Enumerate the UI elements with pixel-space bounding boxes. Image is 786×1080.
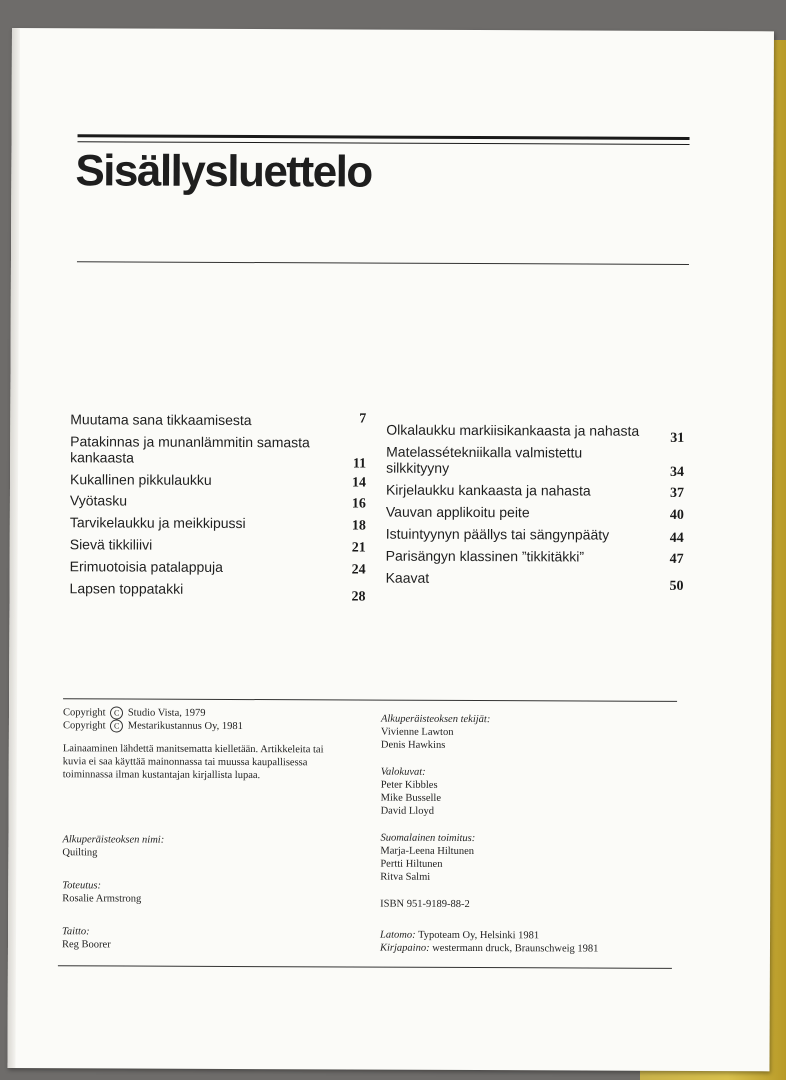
editor-name: Ritva Salmi bbox=[380, 871, 431, 883]
toc-entry-page: 18 bbox=[351, 518, 366, 534]
copyright-symbol: C bbox=[110, 720, 123, 733]
toc-entry-title: Istuintyynyn päällys tai sängynpääty bbox=[385, 525, 610, 543]
toc-entry-title: Patakinnas ja munanlämmitin samasta kankaasta bbox=[70, 433, 310, 466]
production-block bbox=[62, 879, 352, 906]
printing-block bbox=[380, 929, 680, 956]
book-page bbox=[7, 28, 774, 1071]
copyright-notice: Lainaaminen lähdettä manitsematta kielletään. Artikkeleita tai kuvia ei saa käyttää mainonnassa tai muussa kaupallisessa toiminnassa ilman kustantajan kirjallista lupaa. bbox=[62, 743, 324, 782]
toc-entry bbox=[69, 471, 367, 491]
copyright-holder: Mestarikustannus Oy, 1981 bbox=[127, 720, 243, 733]
copyright-line bbox=[63, 719, 353, 733]
toc-left-column bbox=[69, 411, 367, 605]
toc-entry bbox=[69, 492, 366, 512]
copyright-label: Copyright bbox=[62, 707, 106, 719]
toc-entry-page: 40 bbox=[669, 507, 684, 523]
toc-entry bbox=[386, 482, 684, 499]
authors-block bbox=[381, 713, 681, 753]
toc-entry-title: Sievä tikkiliivi bbox=[69, 536, 153, 553]
toc-entry-title: Kirjelaukku kankaasta ja nahasta bbox=[385, 481, 591, 499]
photos-block bbox=[381, 766, 681, 819]
toc-entry bbox=[69, 580, 366, 605]
photographer-name: David Lloyd bbox=[380, 805, 434, 817]
toc-entry bbox=[69, 558, 366, 578]
page-binding bbox=[7, 28, 20, 1068]
title-rule-thin bbox=[78, 141, 690, 145]
title-rule-thick bbox=[78, 134, 690, 140]
toc-entry bbox=[385, 525, 684, 546]
layout-credit-block bbox=[62, 925, 352, 952]
photos-label: Valokuvat: bbox=[380, 766, 426, 778]
copyright-symbol: C bbox=[110, 707, 123, 720]
isbn: ISBN 951-9189-88-2 bbox=[380, 898, 470, 911]
toc-entry-page: 47 bbox=[669, 551, 684, 567]
typesetting-line bbox=[380, 929, 680, 943]
editing-block bbox=[380, 832, 680, 885]
toc-entry bbox=[70, 433, 367, 472]
author-name: Denis Hawkins bbox=[380, 739, 446, 751]
printing-label: Kirjapaino: bbox=[379, 942, 430, 954]
typesetting-value: Typoteam Oy, Helsinki 1981 bbox=[418, 929, 540, 942]
toc-entry-title: Kaavat bbox=[385, 569, 430, 586]
toc-entry-title: Parisängyn klassinen ”tikkitäkki” bbox=[385, 547, 585, 565]
imprint-top-rule bbox=[63, 698, 677, 702]
page-title: Sisällysluettelo bbox=[75, 146, 372, 197]
toc-entry-page: 34 bbox=[670, 464, 685, 480]
imprint-right-column bbox=[380, 713, 681, 968]
toc-entry bbox=[70, 411, 366, 428]
layout-credit-label: Taitto: bbox=[62, 926, 90, 938]
toc-entry-page: 24 bbox=[351, 562, 366, 578]
production-label: Toteutus: bbox=[62, 880, 101, 892]
toc-entry-page: 14 bbox=[351, 475, 367, 491]
copyright-label: Copyright bbox=[62, 720, 106, 732]
toc-entry-title: Erimuotoisia patalappuja bbox=[69, 558, 224, 575]
toc-entry bbox=[385, 569, 684, 594]
toc-entry-title: Tarvikelaukku ja meikkipussi bbox=[69, 514, 246, 532]
toc-entry-page: 31 bbox=[670, 430, 685, 446]
toc-entry-title: Muutama sana tikkaamisesta bbox=[70, 411, 252, 429]
toc-entry bbox=[386, 504, 684, 521]
toc-entry-title: Matelassétekniikalla valmistettu silkkityyny bbox=[386, 443, 583, 476]
printing-line bbox=[380, 942, 680, 956]
toc-entry-page: 7 bbox=[359, 411, 367, 427]
toc-entry bbox=[69, 514, 366, 534]
photographer-name: Peter Kibbles bbox=[380, 779, 438, 791]
editor-name: Pertti Hiltunen bbox=[380, 858, 443, 870]
editing-label: Suomalainen toimitus: bbox=[380, 832, 476, 845]
title-bottom-rule bbox=[77, 261, 689, 265]
copyright-block bbox=[63, 706, 353, 782]
toc-entry-page: 37 bbox=[669, 485, 685, 501]
imprint-left-column bbox=[62, 706, 353, 964]
toc-entry bbox=[386, 548, 684, 565]
toc-entry-page: 21 bbox=[351, 540, 366, 556]
copyright-holder: Studio Vista, 1979 bbox=[127, 707, 206, 719]
toc-entry-title: Vauvan applikoitu peite bbox=[385, 503, 530, 521]
toc-entry-title: Olkalaukku markiisikankaasta ja nahasta bbox=[386, 421, 640, 439]
layout-credit-value: Reg Boorer bbox=[61, 939, 111, 951]
toc-entry-title: Kukallinen pikkulaukku bbox=[69, 471, 212, 488]
editor-name: Marja-Leena Hiltunen bbox=[380, 845, 475, 858]
authors-label: Alkuperäisteoksen tekijät: bbox=[380, 713, 491, 726]
toc-entry-title: Vyötasku bbox=[69, 492, 128, 509]
toc-right-column bbox=[386, 422, 685, 592]
toc-entry bbox=[69, 536, 366, 556]
toc-entry bbox=[386, 421, 685, 446]
original-name-value: Quilting bbox=[62, 847, 98, 859]
toc-entry-page: 16 bbox=[351, 496, 366, 512]
toc-entry-page: 28 bbox=[351, 589, 366, 605]
copyright-line bbox=[63, 706, 353, 720]
printing-value: westermann druck, Braunschweig 1981 bbox=[432, 942, 599, 955]
photographer-name: Mike Busselle bbox=[380, 792, 442, 804]
original-name-block bbox=[62, 833, 352, 860]
toc-entry-page: 11 bbox=[352, 456, 367, 472]
toc-entry-page: 50 bbox=[669, 578, 684, 594]
toc-entry-page: 44 bbox=[669, 530, 684, 546]
original-name-label: Alkuperäisteoksen nimi: bbox=[62, 834, 165, 846]
author-name: Vivienne Lawton bbox=[380, 726, 454, 738]
isbn-block bbox=[380, 898, 680, 912]
production-value: Rosalie Armstrong bbox=[62, 893, 142, 905]
typesetting-label: Latomo: bbox=[380, 929, 416, 941]
toc-entry bbox=[386, 443, 685, 480]
toc-entry-title: Lapsen toppatakki bbox=[69, 580, 184, 597]
